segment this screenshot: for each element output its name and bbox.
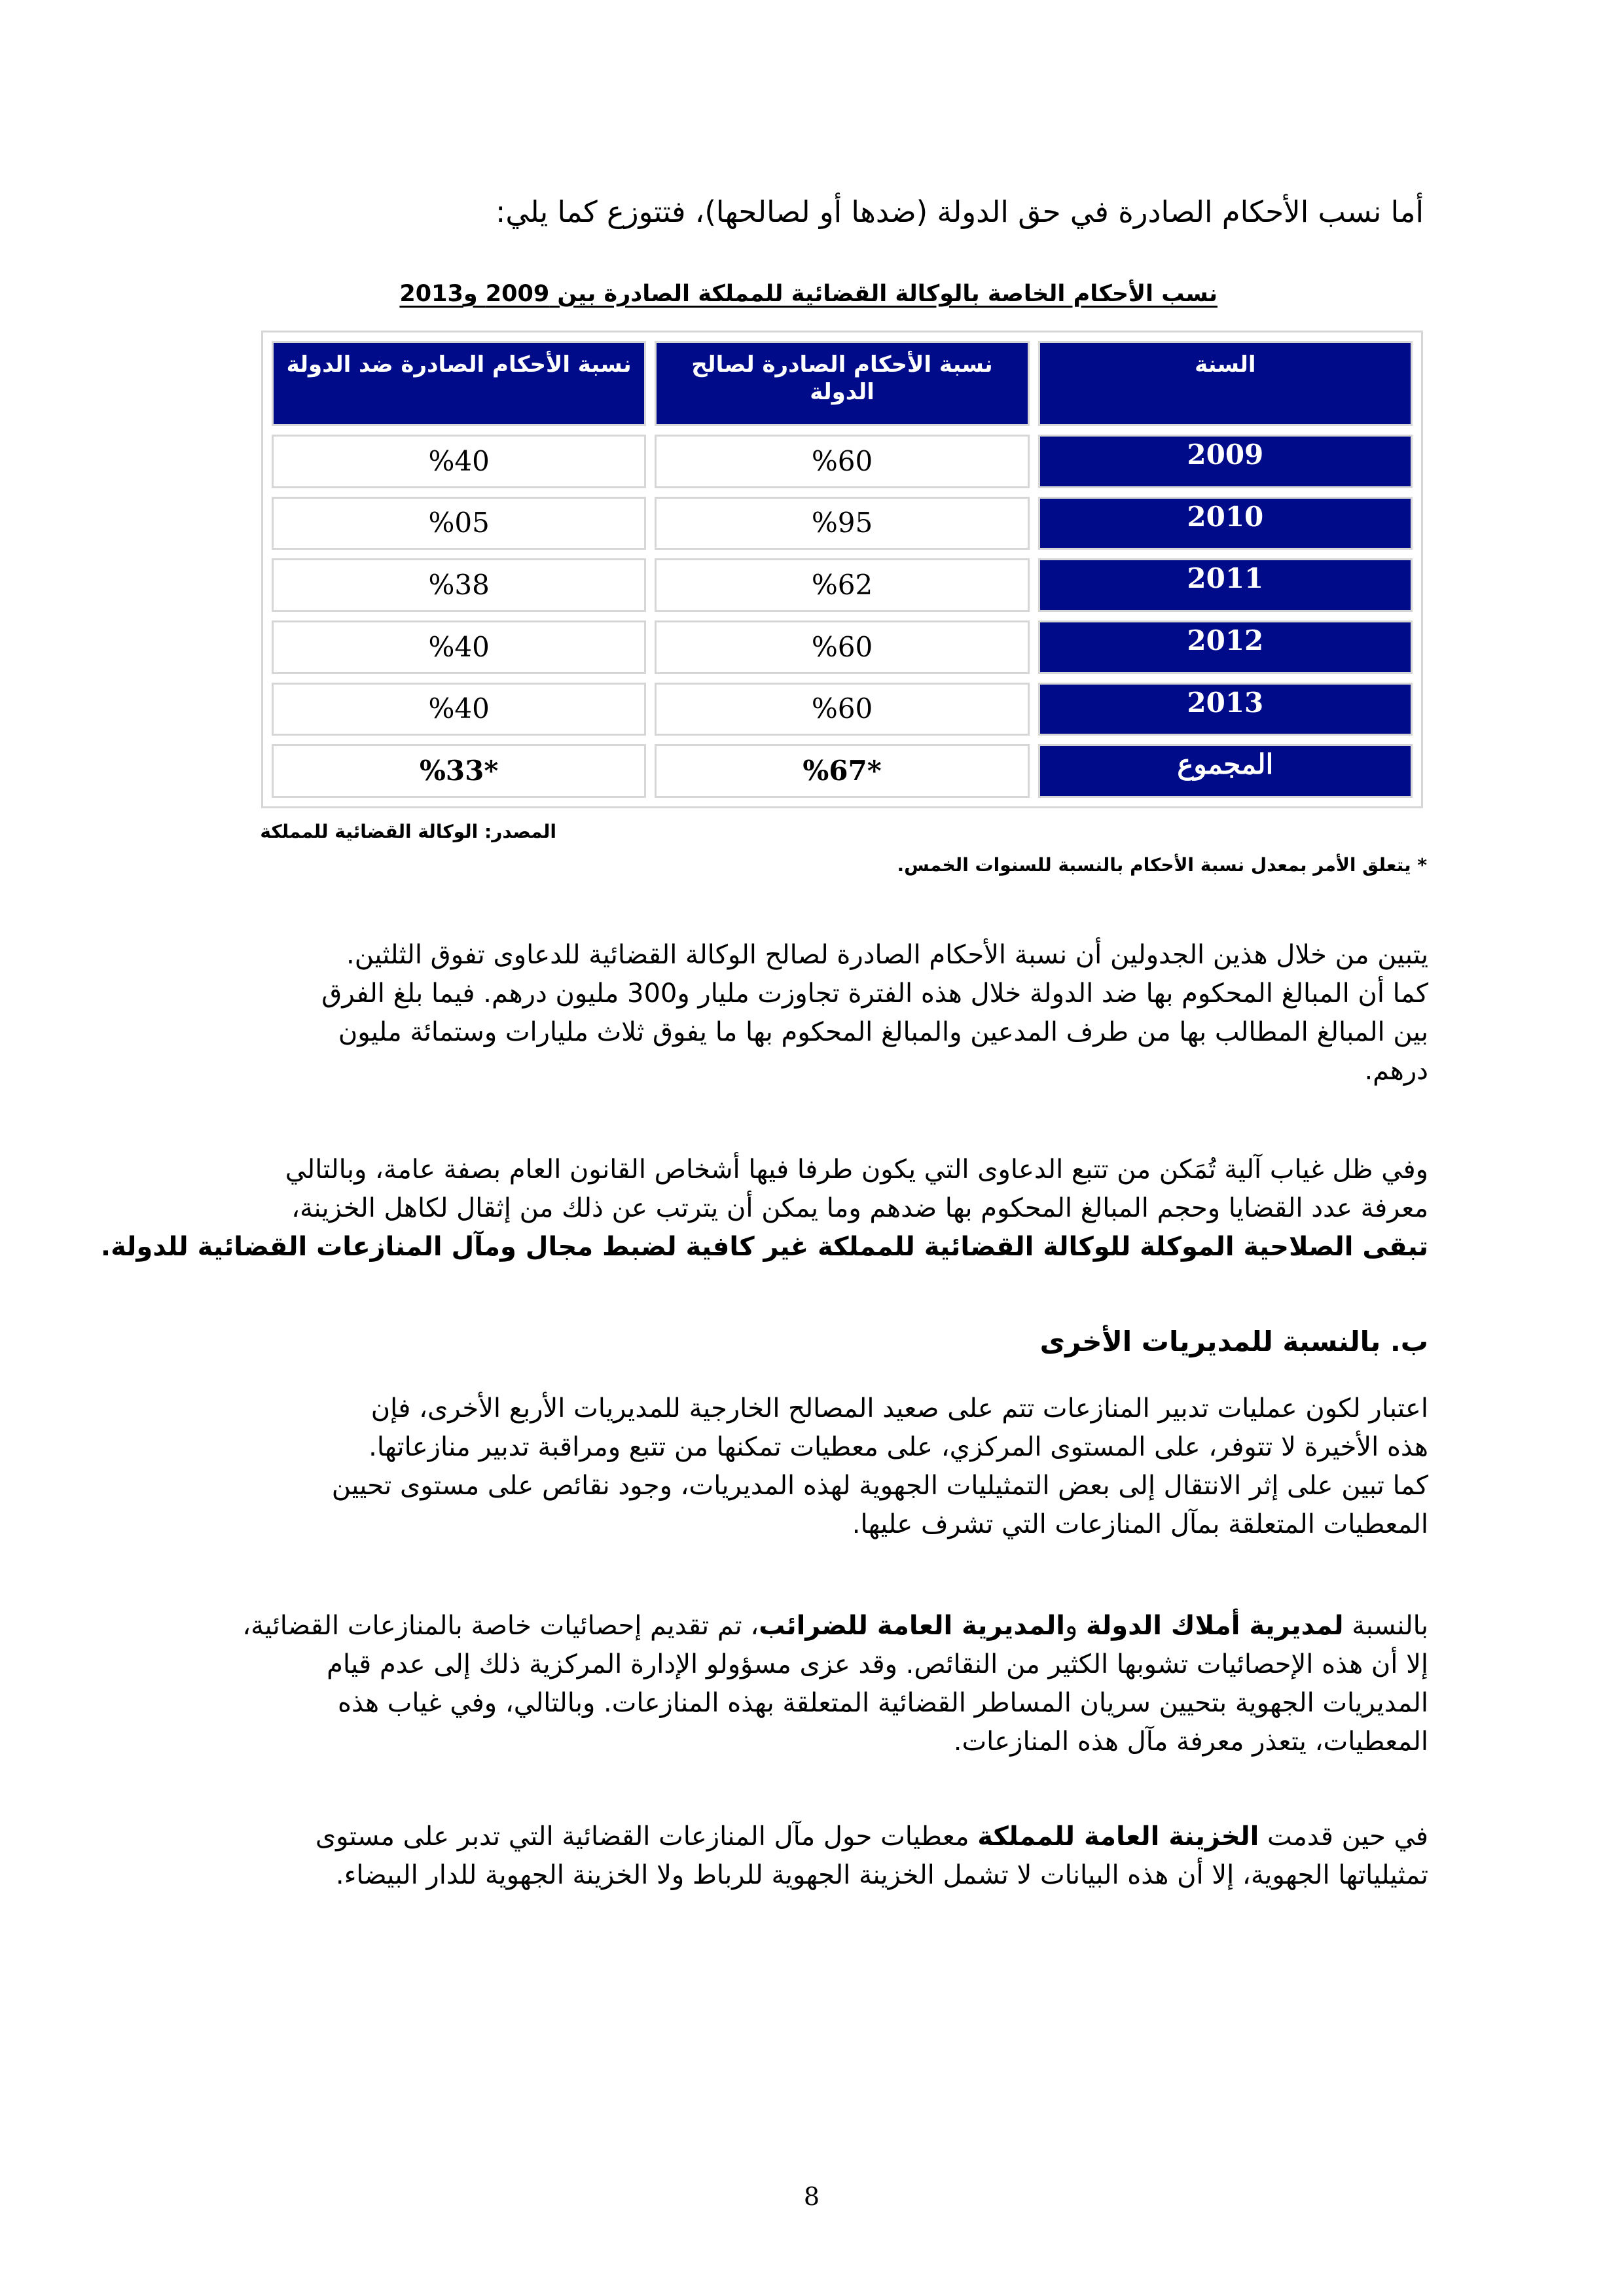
paragraph-line: وفي ظل غياب آلية تُمَكن من تتبع الدعاوى التي يكون طرفا فيها أشخاص القانون العام بصفة عامة، وبالتالي xyxy=(285,1155,1428,1185)
judgments-table xyxy=(261,331,1423,808)
paragraph-line-mixed xyxy=(196,1607,1428,1645)
paragraph-text: بالنسبة xyxy=(1343,1611,1428,1641)
paragraph-line: المعطيات، يتعذر معرفة مآل هذه المنازعات. xyxy=(953,1727,1428,1757)
table-row xyxy=(272,683,1413,736)
table-row xyxy=(272,620,1413,674)
against-cell: %05 xyxy=(272,497,646,550)
paragraph-line: المعطيات المتعلقة بمآل المنازعات التي تشرف عليها. xyxy=(852,1509,1428,1539)
favor-cell: %60 xyxy=(655,683,1029,736)
paragraph-line: كما تبين على إثر الانتقال إلى بعض التمثيليات الجهوية لهذه المديريات، وجود نقائص على مستوى تحيين xyxy=(331,1471,1428,1501)
paragraph-line: بين المبالغ المطالب بها من طرف المدعين والمبالغ المحكوم بها ما يفوق ثلاث مليارات وستمائة مليون xyxy=(338,1017,1428,1047)
paragraph-line: المديريات الجهوية بتحيين سريان المساطر القضائية المتعلقة بهذه المنازعات. وبالتالي، وفي غياب هذه xyxy=(338,1688,1428,1718)
against-cell: %40 xyxy=(272,435,646,488)
year-cell: 2012 xyxy=(1038,620,1413,674)
table-row xyxy=(272,497,1413,550)
header-favor: نسبة الأحكام الصادرة لصالح الدولة xyxy=(655,341,1029,426)
paragraph-bold-conclusion: تبقى الصلاحية الموكلة للوكالة القضائية للمملكة غير كافية لضبط مجال ومآل المنازعات القضائية للدولة. xyxy=(100,1232,1428,1262)
paragraph-line: درهم. xyxy=(1364,1056,1428,1086)
year-cell: 2009 xyxy=(1038,435,1413,488)
paragraph-line: اعتبار لكون عمليات تدبير المنازعات تتم على صعيد المصالح الخارجية للمديريات الأربع الأخرى، فإن xyxy=(370,1393,1428,1424)
total-favor-cell: *%67 xyxy=(655,744,1029,798)
year-cell: 2013 xyxy=(1038,683,1413,736)
favor-cell: %60 xyxy=(655,435,1029,488)
against-cell: %40 xyxy=(272,683,646,736)
bold-general-treasury: الخزينة العامة للمملكة xyxy=(977,1821,1259,1852)
header-year: السنة xyxy=(1038,341,1413,426)
favor-cell: %62 xyxy=(655,558,1029,612)
bold-general-tax-directorate: المديرية العامة للضرائب xyxy=(759,1611,1065,1641)
table-total-row xyxy=(272,744,1413,798)
paragraph-line: معرفة عدد القضايا وحجم المبالغ المحكوم بها ضدهم وما يمكن أن يترتب عن ذلك من إثقال لكاهل الخزينة، xyxy=(291,1193,1428,1223)
paragraph-line: يتبين من خلال هذين الجدولين أن نسبة الأحكام الصادرة لصالح الوكالة القضائية للدعاوى تفوق الثلثين. xyxy=(346,940,1428,970)
total-against-cell: *%33 xyxy=(272,744,646,798)
paragraph-text: معطيات حول مآل المنازعات القضائية التي تدبر على مستوى xyxy=(315,1821,978,1852)
paragraph-line: هذه الأخيرة لا تتوفر، على المستوى المركزي، على معطيات تمكنها من تتبع ومراقبة تدبير منازعاتها. xyxy=(369,1432,1428,1462)
paragraph-general-treasury xyxy=(196,1818,1428,1895)
paragraph-line-mixed xyxy=(196,1818,1428,1856)
table-footnote: * يتعلق الأمر بمعدل نسبة الأحكام بالنسبة للسنوات الخمس. xyxy=(897,854,1427,876)
table-title: نسب الأحكام الخاصة بالوكالة القضائية للمملكة الصادرة بين 2009 و2013 xyxy=(399,281,1218,307)
total-label-cell: المجموع xyxy=(1038,744,1413,798)
paragraph-text: في حين قدمت xyxy=(1259,1821,1428,1852)
bold-state-property-directorate: لمديرية أملاك الدولة xyxy=(1086,1611,1344,1641)
paragraph-text: ، تم تقديم إحصائيات خاصة بالمنازعات القضائية، xyxy=(242,1611,759,1641)
table-header-row xyxy=(272,341,1413,426)
against-cell: %40 xyxy=(272,620,646,674)
table-row xyxy=(272,558,1413,612)
paragraph-tracking-mechanism xyxy=(100,1151,1428,1266)
favor-cell: %60 xyxy=(655,620,1029,674)
intro-paragraph: أما نسب الأحكام الصادرة في حق الدولة (ضدها أو لصالحها)، فتتوزع كما يلي: xyxy=(496,194,1424,229)
table-row xyxy=(272,435,1413,488)
year-cell: 2011 xyxy=(1038,558,1413,612)
page-number: 8 xyxy=(803,2182,820,2211)
paragraph-text: و xyxy=(1065,1611,1087,1641)
against-cell: %38 xyxy=(272,558,646,612)
paragraph-other-directorates xyxy=(196,1390,1428,1544)
paragraph-line: إلا أن هذه الإحصائيات تشوبها الكثير من النقائص. وقد عزى مسؤولو الإدارة المركزية ذلك إلى عدم قيام xyxy=(327,1649,1428,1679)
paragraph-line: تمثيلياتها الجهوية، إلا أن هذه البيانات لا تشمل الخزينة الجهوية للرباط ولا الخزينة الجهوية للدار البيضاء. xyxy=(335,1860,1428,1890)
section-heading: ب. بالنسبة للمديريات الأخرى xyxy=(1039,1325,1428,1357)
paragraph-line: كما أن المبالغ المحكوم بها ضد الدولة خلال هذه الفترة تجاوزت مليار و300 مليون درهم. فيما بلغ الفرق xyxy=(321,978,1428,1009)
favor-cell: %95 xyxy=(655,497,1029,550)
header-against: نسبة الأحكام الصادرة ضد الدولة xyxy=(272,341,646,426)
paragraph-percentages-analysis xyxy=(196,936,1428,1090)
table-source: المصدر: الوكالة القضائية للمملكة xyxy=(260,821,556,842)
year-cell: 2010 xyxy=(1038,497,1413,550)
paragraph-state-property-taxes xyxy=(196,1607,1428,1761)
